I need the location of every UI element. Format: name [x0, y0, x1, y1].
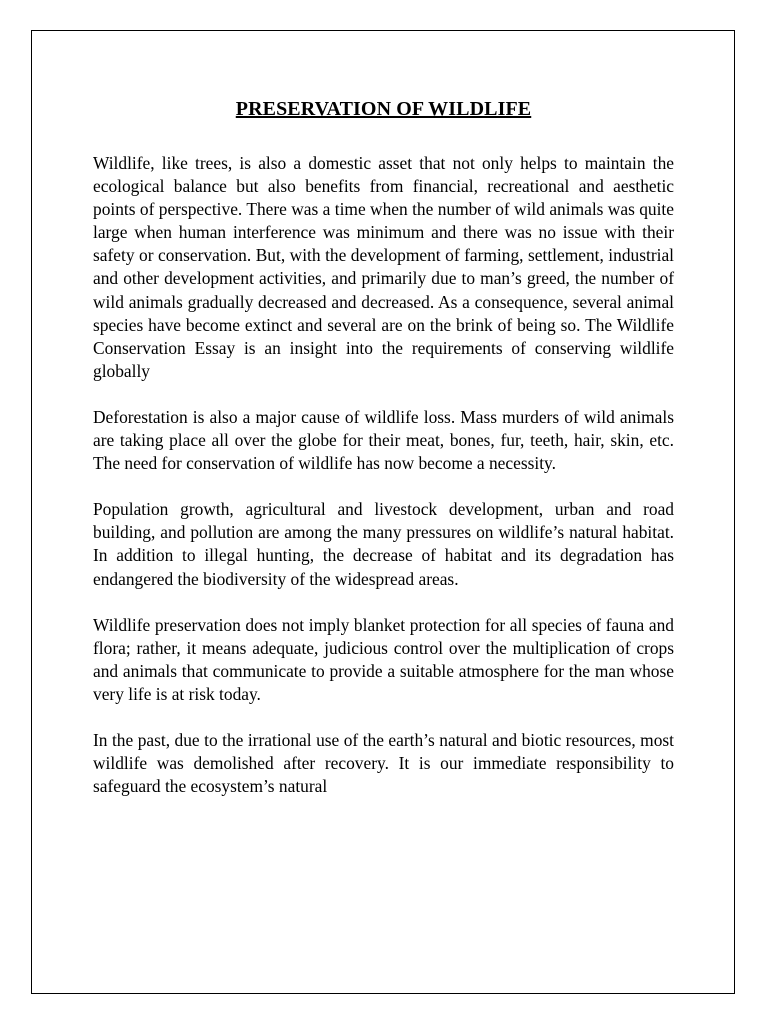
paragraph-1: Wildlife, like trees, is also a domestic asset that not only helps to maintain the ecological balance but also benefits from financial, recreational and aesthetic points of perspective. There was a time when the number of wild animals was quite large when human interference was minimum and there was no issue with their safety or conservation. But, with the development of farming, settlement, industrial and other development activities, and primarily due to man’s greed, the number of wild animals gradually decreased and decreased. As a consequence, several animal species have become extinct and several are on the brink of being so. The Wildlife Conservation Essay is an insight into the requirements of conserving wildlife globally: [93, 153, 674, 381]
document-body: [93, 96, 674, 821]
paragraph-3: Population growth, agricultural and livestock development, urban and road building, and pollution are among the many pressures on wildlife’s natural habitat. In addition to illegal hunting, the decrease of habitat and its degradation has endangered the biodiversity of the widespread areas.: [93, 499, 674, 589]
paragraph-4: Wildlife preservation does not imply blanket protection for all species of fauna and flora; rather, it means adequate, judicious control over the multiplication of crops and animals that communicate to provide a suitable atmosphere for the man whose very life is at risk today.: [93, 614, 674, 704]
paragraph-5: In the past, due to the irrational use of the earth’s natural and biotic resources, most wildlife was demolished after recovery. It is our immediate responsibility to safeguard the ecosystem’s natural: [93, 729, 674, 797]
paragraph-2: Deforestation is also a major cause of wildlife loss. Mass murders of wild animals are taking place all over the globe for their meat, bones, fur, teeth, hair, skin, etc. The need for conservation of wildlife has now become a necessity.: [93, 406, 674, 474]
document-title: PRESERVATION OF WILDLIFE: [235, 98, 532, 120]
